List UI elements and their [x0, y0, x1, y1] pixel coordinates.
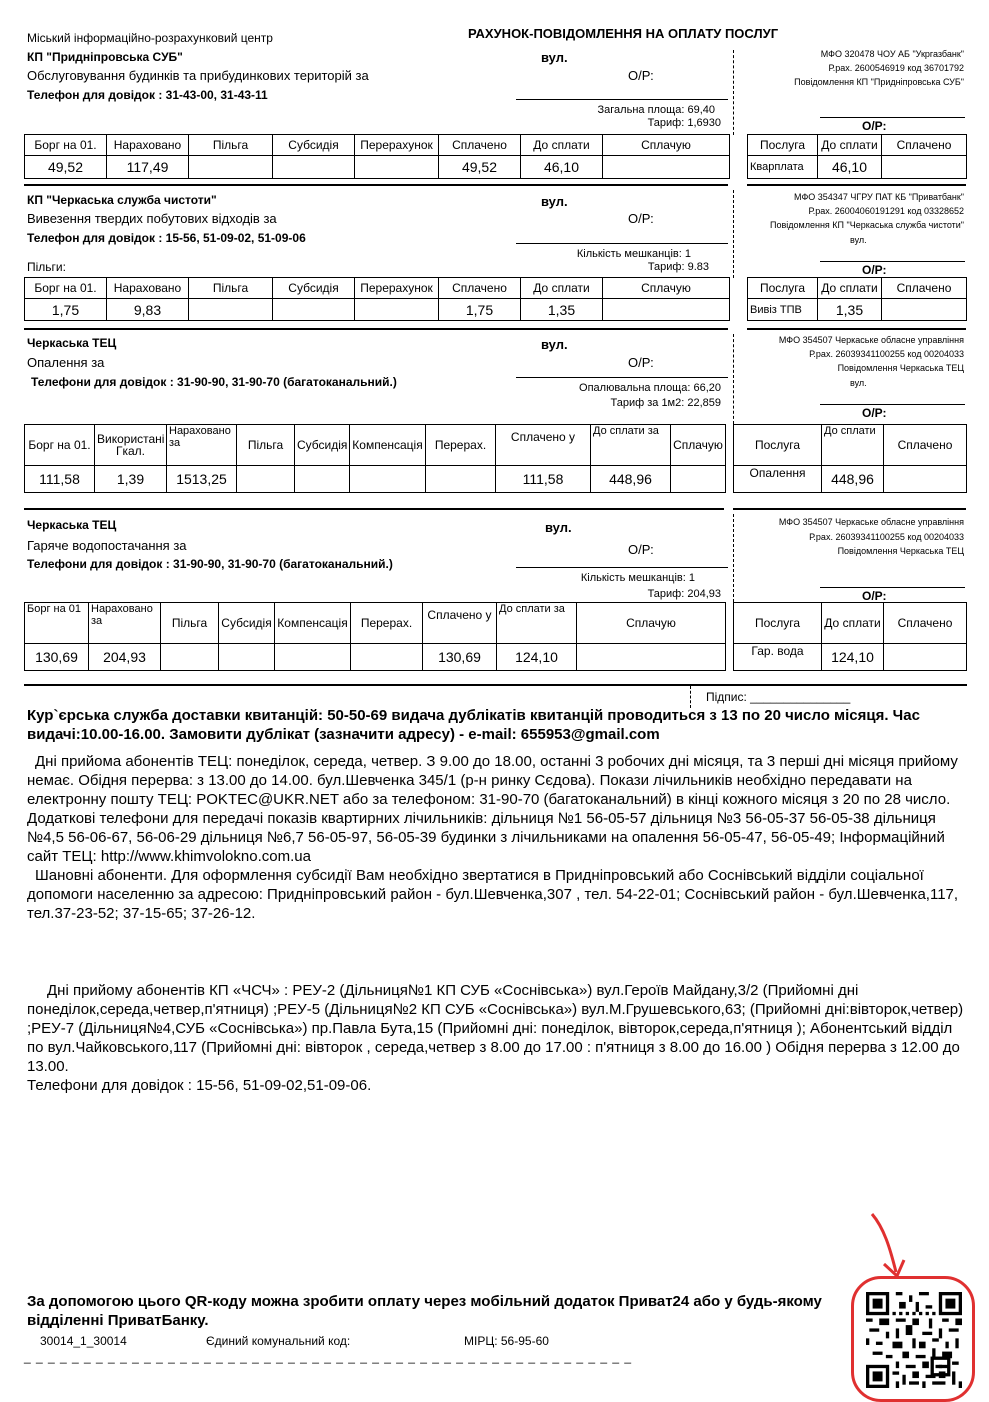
center-name: Міський інформаційно-розрахунковий центр	[27, 31, 273, 45]
s1-val-paid: 49,52	[439, 156, 521, 179]
s1-info-area: Загальна площа: 69,40	[597, 104, 715, 116]
s2-col-paying: Сплачую	[603, 278, 730, 299]
account-code: 30014_1_30014	[40, 1334, 127, 1348]
s4-val-debt: 130,69	[25, 644, 89, 671]
s3-stub-paid[interactable]	[884, 466, 967, 493]
s4-col-charged: Нараховано за	[89, 603, 161, 644]
s3-val-due: 448,96	[591, 466, 671, 493]
document-title: РАХУНОК-ПОВІДОМЛЕННЯ НА ОПЛАТУ ПОСЛУГ	[468, 26, 779, 41]
s4-company: Черкаська ТЕЦ	[27, 518, 117, 532]
s2-benefits-label: Пільги:	[27, 260, 66, 274]
s4-val-charged: 204,93	[89, 644, 161, 671]
s4-val-paying[interactable]	[577, 644, 726, 671]
s1-col-subsidy: Субсидія	[273, 135, 355, 156]
s4-stub-col-service: Послуга	[734, 603, 822, 644]
s2-stub-or-label: О/Р:	[862, 263, 887, 277]
s3-col-charged: Нараховано за	[167, 425, 237, 466]
s2-val-recalc	[355, 299, 439, 321]
s4-or-label: О/Р:	[628, 542, 654, 557]
s4-stub-service: Гар. вода	[734, 644, 822, 671]
s2-col-charged: Нараховано	[107, 278, 189, 299]
s3-val-benefit	[237, 466, 295, 493]
s1-val-due: 46,10	[521, 156, 603, 179]
s3-col-subsidy: Субсидія	[295, 425, 350, 466]
s4-stub-col-paid: Сплачено	[884, 603, 967, 644]
s2-col-debt: Борг на 01.	[25, 278, 107, 299]
s4-stub-table	[733, 602, 967, 671]
s3-col-compensation: Компенсація	[350, 425, 426, 466]
s1-bank-mfo: МФО 320478 ЧОУ АБ "Укргазбанк"	[820, 49, 964, 59]
s2-val-debt: 1,75	[25, 299, 107, 321]
s4-street-label: вул.	[545, 520, 572, 535]
s2-or-label: О/Р:	[628, 211, 654, 226]
s3-bank-mfo: МФО 354507 Черкаське обласне управління	[778, 335, 964, 345]
s3-company: Черкаська ТЕЦ	[27, 336, 117, 350]
subsidy-info: Шановні абоненти. Для оформлення субсидії Вам необхідно звертатися в Придніпровський або Соснівський відділи соціальної допомоги населенню за адресою: Придніпровський район - бул.Шевченка,307 , тел. 54-22-01; Соснівський район - бул.Шевченка,117, тел.37-23-52; 37-15-65; 37-26-12.	[27, 867, 959, 922]
s4-col-subsidy: Субсидія	[219, 603, 275, 644]
s1-info-tariff: Тариф: 1,6930	[647, 117, 721, 129]
s2-bank-mfo: МФО 354347 ЧГРУ ПАТ КБ "Приватбанк"	[794, 192, 964, 202]
s2-val-paid: 1,75	[439, 299, 521, 321]
s1-stub-col-service: Послуга	[748, 135, 818, 156]
s3-col-recalc: Перерах.	[426, 425, 496, 466]
s4-stub-or-label: О/Р:	[862, 589, 887, 603]
s4-charges-table	[24, 602, 726, 671]
s3-info-area: Опалювальна площа: 66,20	[579, 382, 721, 394]
mirc-phone: МІРЦ: 56-95-60	[464, 1334, 549, 1348]
s3-stub-col-due: До сплати	[822, 425, 884, 466]
s3-col-debt: Борг на 01.	[25, 425, 95, 466]
s1-col-benefit: Пільга	[189, 135, 273, 156]
cut-dash-line: _ _ _ _ _ _ _ _ _ _ _ _ _ _ _ _ _ _ _ _ _ _ _ _ _ _ _ _ _ _ _ _ _ _ _ _ _ _ _ _ _ _ _ _ _ _ _ _ _ _ _	[24, 1350, 633, 1364]
s3-stub-col-service: Послуга	[734, 425, 822, 466]
s1-val-paying[interactable]	[603, 156, 730, 179]
qr-code-icon[interactable]	[866, 1292, 962, 1388]
s4-val-due: 124,10	[497, 644, 577, 671]
s2-street-label: вул.	[541, 194, 568, 209]
s4-val-subsidy	[219, 644, 275, 671]
s1-stub-paid[interactable]	[882, 156, 967, 179]
s2-val-due: 1,35	[521, 299, 603, 321]
s2-col-paid: Сплачено	[439, 278, 521, 299]
s2-stub-col-paid: Сплачено	[882, 278, 967, 299]
s3-charges-table	[24, 424, 726, 493]
s2-phones: Телефон для довідок : 15-56, 51-09-02, 51-09-06	[27, 231, 306, 245]
s1-stub-amount: 46,10	[818, 156, 882, 179]
s1-charges-table	[24, 134, 730, 179]
s3-stub-amount: 448,96	[822, 466, 884, 493]
s1-col-charged: Нараховано	[107, 135, 189, 156]
s1-or-label: О/Р:	[628, 68, 654, 83]
s4-info-tariff: Тариф: 204,93	[647, 588, 721, 600]
s1-street-label: вул.	[541, 50, 568, 65]
s4-val-paid: 130,69	[423, 644, 497, 671]
s2-bank-notice: Повідомлення КП "Черкаська служба чистоти"	[770, 220, 964, 230]
s3-col-due: До сплати за	[591, 425, 671, 466]
s1-col-paid: Сплачено	[439, 135, 521, 156]
s2-service: Вивезення твердих побутових відходів за	[27, 211, 277, 226]
s4-bank-mfo: МФО 354507 Черкаське обласне управління	[778, 517, 964, 527]
s3-val-compensation	[350, 466, 426, 493]
s1-val-debt: 49,52	[25, 156, 107, 179]
s4-stub-amount: 124,10	[822, 644, 884, 671]
s2-stub-col-due: До сплати	[818, 278, 882, 299]
courier-notice: Кур`єрська служба доставки квитанцій: 50-50-69 видача дублікатів квитанцій проводиться з 13 по 20 число місяця. Час видачі:10.00-16.00. Замовити дублікат (зазначити адресу) - e-mail: 655953@gmail.com	[27, 707, 920, 743]
s2-col-benefit: Пільга	[189, 278, 273, 299]
s3-phones: Телефони для довідок : 31-90-90, 31-90-70 (багатоканальний.)	[31, 375, 397, 389]
s1-bank-account: Р.рах. 2600546919 код 36701792	[828, 63, 964, 73]
s3-val-charged: 1513,25	[167, 466, 237, 493]
s4-info-residents: Кількість мешканців: 1	[580, 572, 695, 584]
s2-val-benefit	[189, 299, 273, 321]
signature-line: Підпис: _______________	[706, 690, 851, 704]
s1-bank-notice: Повідомлення КП "Придніпровська СУБ"	[794, 77, 964, 87]
s3-service: Опалення за	[27, 355, 105, 370]
s4-bank-notice: Повідомлення Черкаська ТЕЦ	[837, 546, 964, 556]
s1-col-paying: Сплачую	[603, 135, 730, 156]
s4-stub-col-due: До сплати	[822, 603, 884, 644]
s2-col-subsidy: Субсидія	[273, 278, 355, 299]
s1-phones: Телефон для довідок : 31-43-00, 31-43-11	[27, 88, 268, 102]
s2-bank-street: вул.	[850, 235, 867, 245]
s1-val-charged: 117,49	[107, 156, 189, 179]
s4-col-compensation: Компенсація	[275, 603, 351, 644]
s1-stub-or-label: О/Р:	[862, 119, 887, 133]
s3-street-label: вул.	[541, 337, 568, 352]
s3-val-paid: 111,58	[496, 466, 591, 493]
s2-bank-account: Р.рах. 26004060191291 код 03328652	[808, 206, 964, 216]
s2-stub-paid[interactable]	[882, 299, 967, 321]
s4-col-debt: Борг на 01	[25, 603, 89, 644]
s1-stub-col-due: До сплати	[818, 135, 882, 156]
s4-col-due: До сплати за	[497, 603, 577, 644]
s2-stub-table	[747, 277, 967, 321]
chsch-reception-info: Дні прийому абонентів КП «ЧСЧ» : РЕУ-2 (Дільниця№1 КП СУБ «Соснівська») вул.Героїв Майдану,3/2 (Прийомні дні понеділок,середа,четвер,п'ятниця) ;РЕУ-5 (Дільниця№2 КП СУБ «Соснівська») вул.М.Грушевського,63; (Прийомні дні:вівторок,четвер) ;РЕУ-7 (Дільниця№4,СУБ «Соснівська») пр.Павла Бута,15 (Прийомні дні: понеділок, вівторок,середа,п'ятниця ); Абонентський відділ по вул.Чайковського,117 (Прийомні дні: вівторок , середа,четвер з 8.00 до 17.00 : п'ятниця з 8.00 до 16.00 ) Обідня перерва з 12.00 до 13.00.	[27, 982, 964, 1075]
s4-val-benefit	[161, 644, 219, 671]
s1-stub-service: Кварплата	[748, 156, 818, 179]
s2-val-charged: 9,83	[107, 299, 189, 321]
s3-bank-account: Р.рах. 26039341100255 код 00204033	[809, 349, 964, 359]
s4-service: Гаряче водопостачання за	[27, 538, 187, 553]
s4-val-compensation	[275, 644, 351, 671]
s3-col-paid: Сплачено у	[496, 425, 591, 466]
s1-val-recalc	[355, 156, 439, 179]
s3-col-benefit: Пільга	[237, 425, 295, 466]
s4-bank-account: Р.рах. 26039341100255 код 00204033	[809, 532, 964, 542]
s3-bank-notice: Повідомлення Черкаська ТЕЦ	[837, 363, 964, 373]
s3-stub-table	[733, 424, 967, 493]
s3-stub-or-label: О/Р:	[862, 406, 887, 420]
s2-company: КП "Черкаська служба чистоти"	[27, 193, 217, 207]
tec-reception-info: Дні прийома абонентів ТЕЦ: понеділок, середа, четвер. З 9.00 до 18.00, останні 3 робочих дні місяця, та 3 перші дні місяця прийому немає. Обідня перерва: з 13.00 до 14.00. бул.Шевченка 345/1 (р-н ринку Сєдова). Покази лічильників необхідно передавати на електронну пошту ТЕЦ: POKTEC@UKR.NET або за телефоном: 31-90-70 (багатоканальний) в кінці кожного місяця з 20 по 28 число. Додаткові телефони для передачі показів квартирних лічильників: дільниця №1 56-05-57 дільниця №3 56-05-37 56-05-38 дільниця №4,5 56-06-67, 56-06-29 дільниця №6,7 56-05-97, 56-05-39 будинки з лічильниками на опалення 56-05-47, 56-05-49; Інформаційний сайт ТЕЦ: http://www.khimvolokno.com.ua	[27, 753, 958, 865]
s2-val-paying[interactable]	[603, 299, 730, 321]
s1-company: КП "Придніпровська СУБ"	[27, 50, 183, 64]
qr-instructions: За допомогою цього QR-коду можна зробити оплату через мобільний додаток Приват24 або у будь-якому відділенні ПриватБанку.	[27, 1293, 822, 1329]
s1-stub-col-paid: Сплачено	[882, 135, 967, 156]
s3-bank-street: вул.	[850, 378, 867, 388]
s2-stub-service: Вивіз ТПВ	[748, 299, 818, 321]
s4-phones: Телефони для довідок : 31-90-90, 31-90-70 (багатоканальний.)	[27, 557, 393, 571]
s3-col-paying: Сплачую	[671, 425, 726, 466]
s1-val-subsidy	[273, 156, 355, 179]
s2-col-recalc: Перерахунок	[355, 278, 439, 299]
s3-stub-service: Опалення	[734, 466, 822, 493]
s3-val-subsidy	[295, 466, 350, 493]
s3-info-tariff: Тариф за 1м2: 22,859	[610, 397, 721, 409]
chsch-phones: Телефони для довідок : 15-56, 51-09-02,51-09-06.	[27, 1077, 372, 1094]
s4-col-paying: Сплачую	[577, 603, 726, 644]
s2-charges-table	[24, 277, 730, 321]
s4-val-recalc	[351, 644, 423, 671]
s3-or-label: О/Р:	[628, 355, 654, 370]
s4-col-paid: Сплачено у	[423, 603, 497, 644]
s3-col-gcal: Використані Гкал.	[95, 425, 167, 466]
s1-service: Обслуговування будинків та прибудинкових територій за	[27, 68, 369, 83]
s2-info-tariff: Тариф: 9.83	[647, 261, 709, 273]
s4-col-benefit: Пільга	[161, 603, 219, 644]
s1-stub-table	[747, 134, 967, 179]
s1-val-benefit	[189, 156, 273, 179]
s1-col-due: До сплати	[521, 135, 603, 156]
s2-stub-col-service: Послуга	[748, 278, 818, 299]
s1-col-recalc: Перерахунок	[355, 135, 439, 156]
red-arrow-icon	[862, 1210, 912, 1282]
s3-val-debt: 111,58	[25, 466, 95, 493]
unified-code-label: Єдиний комунальний код:	[206, 1334, 351, 1348]
s4-col-recalc: Перерах.	[351, 603, 423, 644]
s2-stub-amount: 1,35	[818, 299, 882, 321]
s2-info-residents: Кількість мешканців: 1	[576, 248, 691, 260]
s2-col-due: До сплати	[521, 278, 603, 299]
s3-val-gcal: 1,39	[95, 466, 167, 493]
s2-val-subsidy	[273, 299, 355, 321]
s3-stub-col-paid: Сплачено	[884, 425, 967, 466]
s1-col-debt: Борг на 01.	[25, 135, 107, 156]
s4-stub-paid[interactable]	[884, 644, 967, 671]
s3-val-paying[interactable]	[671, 466, 726, 493]
s3-val-recalc	[426, 466, 496, 493]
